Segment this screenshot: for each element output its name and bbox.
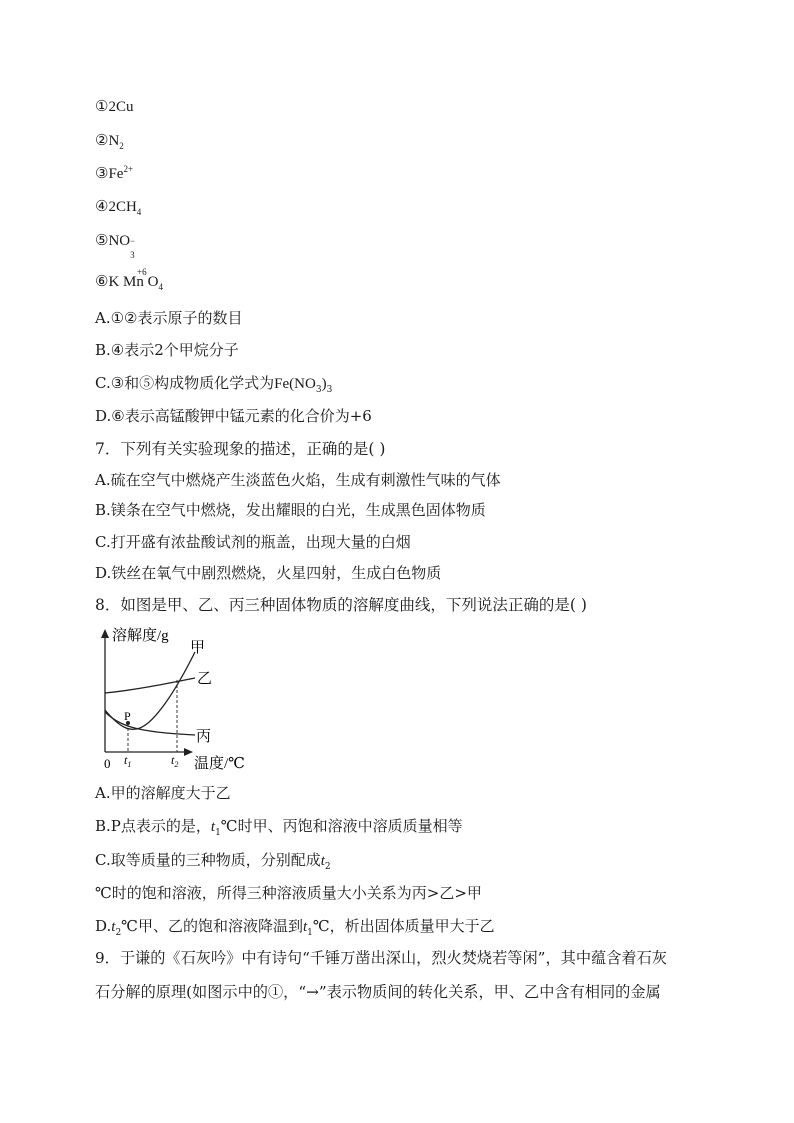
q8-stem: 8．如图是甲、乙、丙三种固体物质的溶解度曲线，下列说法正确的是( ) (95, 596, 587, 614)
q7-option-c: C.打开盛有浓盐酸试剂的瓶盖，出现大量的白烟 (95, 533, 411, 551)
q7-option-b: B.镁条在空气中燃烧，发出耀眼的白光，生成黑色固体物质 (95, 501, 486, 519)
valence-label: +6 (137, 267, 147, 277)
symbol-6 (95, 267, 163, 292)
mn-with-valence (123, 267, 147, 292)
circled-number: ② (95, 133, 109, 149)
superscript: 2+ (123, 164, 134, 174)
formula-k: K (108, 274, 120, 290)
q7-option-d: D.铁丝在氧气中剧烈燃烧，火星四射，生成白色物质 (95, 564, 442, 582)
circled-number: ⑤ (95, 233, 109, 249)
q6-option-c (95, 373, 332, 394)
q8-option-a: A.甲的溶解度大于乙 (95, 784, 231, 802)
subscript: 4 (136, 207, 142, 217)
formula: 2Cu (108, 99, 134, 115)
y-axis-arrow (101, 629, 109, 638)
x-axis-label: 温度/℃ (194, 756, 245, 772)
formula: 2CH (108, 199, 137, 215)
option-text: C.③和⑤构成物质化学式为 (95, 374, 275, 392)
q7-stem: 7．下列有关实验现象的描述，正确的是( ) (95, 440, 386, 458)
q8-option-c-line2: ℃时的饱和溶液，所得三种溶液质量大小关系为丙>乙>甲 (95, 884, 482, 902)
symbol-1 (95, 97, 133, 117)
paren: ) (321, 376, 327, 392)
subscript: 2 (119, 141, 124, 151)
formula: Fe (108, 166, 124, 182)
solubility-chart (95, 622, 255, 772)
formula: N (108, 133, 120, 149)
q6-option-a: A.①②表示原子的数目 (95, 309, 243, 327)
tick-t2: $t_2$ (171, 753, 179, 769)
symbol-5: ⑤NO − 3 (95, 233, 136, 260)
symbol-2 (95, 131, 124, 151)
q7-option-a: A.硫在空气中燃烧产生淡蓝色火焰，生成有刺激性气味的气体 (95, 471, 501, 489)
curve-jia (105, 652, 195, 729)
circled-number: ④ (95, 199, 109, 215)
circled-number: ③ (95, 166, 109, 182)
q9-line-1: 9．于谦的《石灰吟》中有诗句“千锤万凿出深山，烈火焚烧若等闲”，其中蕴含着石灰 (95, 949, 667, 967)
formula-o: O (147, 274, 159, 290)
series-label-yi: 乙 (197, 671, 213, 687)
point-p-label: P (124, 709, 131, 723)
q8-option-c: C.取等质量的三种物质，分别配成$t_2$ (95, 851, 331, 872)
subscript: 4 (158, 282, 163, 292)
formula: NO (108, 233, 131, 249)
q6-option-b: B.④表示2个甲烷分子 (95, 341, 239, 359)
symbol-4 (95, 197, 141, 217)
circled-number: ① (95, 99, 109, 115)
tick-t1: $t_1$ (124, 753, 132, 769)
q8-option-d: $D.t_2℃$甲、乙的饱和溶液降温到$t_1℃$，析出固体质量甲大于乙 (95, 917, 495, 938)
series-label-bing: 丙 (196, 729, 212, 745)
q8-option-b: B.P点表示的是，$t_1℃$时甲、丙饱和溶液中溶质质量相等 (95, 817, 463, 838)
x-axis-arrow (184, 748, 193, 756)
curve-yi (105, 678, 195, 693)
origin-label: 0 (104, 756, 111, 771)
formula-mn: Mn (123, 274, 144, 290)
subscript: 3 (326, 385, 333, 395)
q9-line-2: 石分解的原理(如图示中的①，“→”表示物质间的转化关系，甲、乙中含有相同的金属 (95, 983, 661, 1001)
circled-number: ⑥ (95, 274, 109, 290)
subscript: 3 (315, 385, 322, 395)
symbol-3 (95, 164, 133, 184)
series-label-jia: 甲 (190, 640, 206, 656)
y-axis-label: 溶解度/g (112, 628, 169, 644)
formula: Fe(NO (274, 376, 316, 392)
q6-option-d: D.⑥表示高锰酸钾中锰元素的化合价为+6 (95, 407, 372, 425)
